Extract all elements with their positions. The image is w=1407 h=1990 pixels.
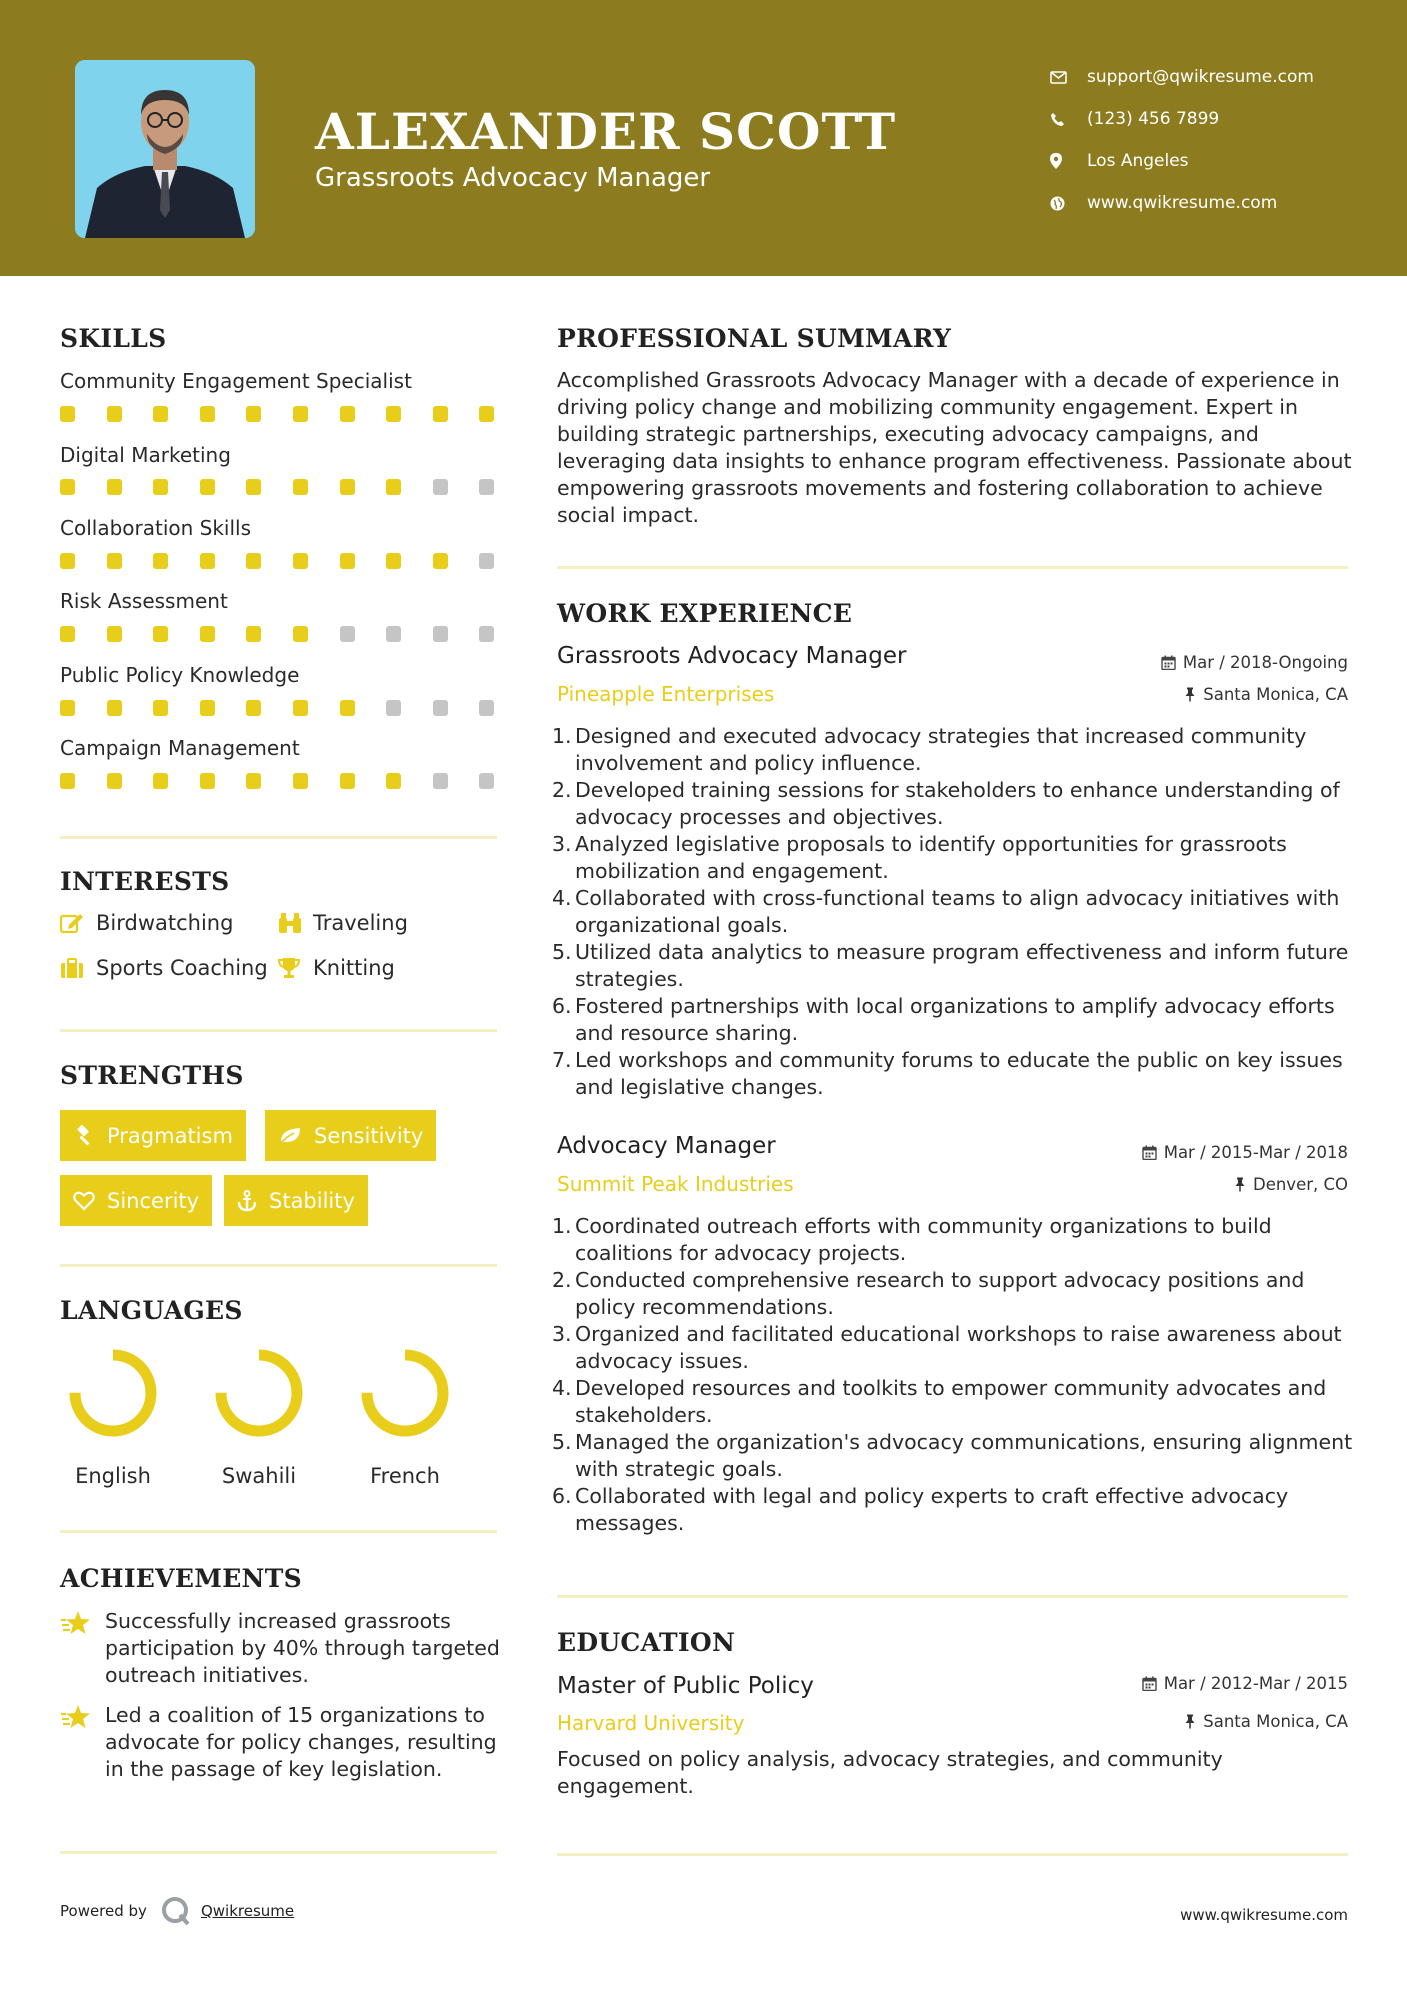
interest-item xyxy=(277,911,408,935)
rating-dot-filled xyxy=(246,479,261,495)
bullet-number: 6. xyxy=(552,994,572,1018)
job-bullet xyxy=(552,939,1362,993)
education-description: Focused on policy analysis, advocacy strategies, and community engagement. xyxy=(557,1747,1223,1798)
company-name: Summit Peak Industries xyxy=(557,1172,794,1196)
contact-website-text: www.qwikresume.com xyxy=(1087,193,1278,213)
rating-dot-filled xyxy=(107,626,122,642)
rating-dot-empty xyxy=(479,773,494,789)
envelope-icon xyxy=(1050,71,1087,84)
rating-dot-filled xyxy=(107,479,122,495)
job-bullet xyxy=(552,1267,1362,1321)
bullet-text: Designed and executed advocacy strategies that increased community involvement and policy influence. xyxy=(575,724,1307,775)
bullet-text: Conducted comprehensive research to support advocacy positions and policy recommendations. xyxy=(575,1268,1305,1319)
strength-tag xyxy=(265,1110,436,1161)
phone-icon xyxy=(1050,112,1087,127)
rating-dot-filled xyxy=(246,406,261,422)
language-gauge xyxy=(214,1348,304,1438)
section-divider xyxy=(60,1851,497,1854)
rating-dot-filled xyxy=(200,406,215,422)
education-location-text: Santa Monica, CA xyxy=(1203,1712,1348,1731)
skill-name: Campaign Management xyxy=(60,736,300,760)
bullet-text: Utilized data analytics to measure program effectiveness and inform future strategies. xyxy=(575,940,1349,991)
bullet-text: Collaborated with cross-functional teams to align advocacy initiatives with organizational goals. xyxy=(575,886,1340,937)
bullet-text: Fostered partnerships with local organizations to amplify advocacy efforts and resource sharing. xyxy=(575,994,1335,1045)
section-divider xyxy=(557,1853,1348,1856)
rating-dot-empty xyxy=(479,626,494,642)
experience-heading: WORK EXPERIENCE xyxy=(557,599,853,628)
rating-dot-filled xyxy=(200,773,215,789)
strength-tag xyxy=(60,1110,246,1161)
bullet-text: Developed training sessions for stakeholders to enhance understanding of advocacy processes and objectives. xyxy=(575,778,1340,829)
rating-dot-filled xyxy=(386,406,401,422)
rating-dot-empty xyxy=(479,700,494,716)
rating-dot-empty xyxy=(433,773,448,789)
rating-dot-filled xyxy=(200,479,215,495)
heart-icon xyxy=(73,1191,95,1211)
rating-dot-filled xyxy=(153,553,168,569)
bullet-number: 4. xyxy=(552,1376,572,1400)
skill-name: Digital Marketing xyxy=(60,443,231,467)
bullet-text: Coordinated outreach efforts with community organizations to build coalitions for advocacy projects. xyxy=(575,1214,1272,1265)
job-dates-text: Mar / 2018-Ongoing xyxy=(1182,653,1348,672)
rating-dot-filled xyxy=(340,553,355,569)
job-bullets xyxy=(552,723,1362,1101)
skill-rating xyxy=(60,626,526,642)
rating-dot-filled xyxy=(60,553,75,569)
skill-name: Public Policy Knowledge xyxy=(60,663,300,687)
footer-website[interactable]: www.qwikresume.com xyxy=(1180,1906,1348,1924)
language-name: Swahili xyxy=(221,1464,297,1488)
star-icon xyxy=(60,1702,105,1783)
contact-location-text: Los Angeles xyxy=(1087,151,1189,171)
pencil-square-icon xyxy=(60,912,96,934)
qwikresume-link[interactable]: Qwikresume xyxy=(200,1902,295,1920)
rating-dot-empty xyxy=(340,626,355,642)
candidate-title: Grassroots Advocacy Manager xyxy=(315,163,711,193)
briefcase-icon xyxy=(60,958,96,979)
trophy-icon xyxy=(277,957,313,979)
rating-dot-filled xyxy=(107,553,122,569)
skill-rating xyxy=(60,700,526,716)
language-name: English xyxy=(75,1464,151,1488)
languages-heading: LANGUAGES xyxy=(60,1296,243,1325)
rating-dot-filled xyxy=(246,773,261,789)
strength-tag xyxy=(224,1175,368,1226)
language-gauge xyxy=(360,1348,450,1438)
calendar-icon xyxy=(1161,655,1176,670)
interest-item xyxy=(60,956,268,980)
achievement-item xyxy=(60,1608,500,1689)
language-item xyxy=(350,1348,460,1488)
leaf-icon xyxy=(278,1126,302,1146)
contact-phone-text: (123) 456 7899 xyxy=(1087,109,1220,129)
rating-dot-filled xyxy=(246,553,261,569)
rating-dot-filled xyxy=(246,700,261,716)
job-bullet xyxy=(552,1483,1362,1537)
rating-dot-filled xyxy=(293,553,308,569)
rating-dot-empty xyxy=(433,479,448,495)
contact-phone[interactable] xyxy=(1050,98,1314,140)
degree-title: Master of Public Policy xyxy=(557,1673,814,1699)
interest-label: Knitting xyxy=(313,956,395,980)
rating-dot-filled xyxy=(340,479,355,495)
section-divider xyxy=(557,566,1348,569)
job-title: Grassroots Advocacy Manager xyxy=(557,643,907,669)
job-bullet xyxy=(552,993,1362,1047)
section-divider xyxy=(557,1595,1348,1598)
job-location-text: Denver, CO xyxy=(1252,1175,1348,1194)
strength-tag xyxy=(60,1175,212,1226)
rating-dot-filled xyxy=(60,479,75,495)
bullet-text: Led workshops and community forums to educate the public on key issues and legislative changes. xyxy=(575,1048,1343,1099)
education-location xyxy=(1184,1712,1348,1731)
strength-label: Stability xyxy=(269,1188,355,1213)
section-divider xyxy=(60,1530,497,1533)
anchor-icon xyxy=(237,1190,257,1212)
job-bullet xyxy=(552,1321,1362,1375)
language-item xyxy=(204,1348,314,1488)
job-location xyxy=(1184,685,1348,704)
interest-label: Sports Coaching xyxy=(96,956,268,980)
profile-photo xyxy=(75,60,255,238)
rating-dot-filled xyxy=(153,479,168,495)
company-name: Pineapple Enterprises xyxy=(557,682,775,706)
rating-dot-empty xyxy=(479,479,494,495)
language-gauge xyxy=(68,1348,158,1438)
rating-dot-filled xyxy=(293,626,308,642)
education-heading: EDUCATION xyxy=(557,1628,736,1657)
achievement-text: Led a coalition of 15 organizations to advocate for policy changes, resulting in the passage of key legislation. xyxy=(105,1703,497,1781)
school-name: Harvard University xyxy=(557,1711,745,1735)
rating-dot-filled xyxy=(386,773,401,789)
binoculars-icon xyxy=(277,912,313,934)
rating-dot-filled xyxy=(293,406,308,422)
bullet-text: Organized and facilitated educational workshops to raise awareness about advocacy issues. xyxy=(575,1322,1342,1373)
achievements-heading: ACHIEVEMENTS xyxy=(60,1564,302,1593)
bullet-text: Managed the organization's advocacy communications, ensuring alignment with strategic goals. xyxy=(575,1430,1353,1481)
rating-dot-filled xyxy=(246,626,261,642)
skill-rating xyxy=(60,406,526,422)
star-icon xyxy=(60,1608,105,1689)
summary-heading: PROFESSIONAL SUMMARY xyxy=(557,324,952,353)
pushpin-icon xyxy=(1234,1177,1246,1192)
pushpin-icon xyxy=(1184,687,1196,702)
section-divider xyxy=(60,1029,497,1032)
rating-dot-filled xyxy=(200,626,215,642)
skill-rating xyxy=(60,773,526,789)
section-divider xyxy=(60,1264,497,1267)
rating-dot-filled xyxy=(293,700,308,716)
job-bullet xyxy=(552,723,1362,777)
rating-dot-filled xyxy=(293,773,308,789)
contact-location xyxy=(1050,140,1314,182)
job-bullet xyxy=(552,885,1362,939)
job-title: Advocacy Manager xyxy=(557,1133,776,1159)
skill-rating xyxy=(60,479,526,495)
strength-label: Sincerity xyxy=(107,1188,200,1213)
skill-name: Collaboration Skills xyxy=(60,516,252,540)
interest-item xyxy=(60,911,233,935)
bullet-text: Collaborated with legal and policy experts to craft effective advocacy messages. xyxy=(575,1484,1289,1535)
rating-dot-filled xyxy=(340,406,355,422)
rating-dot-empty xyxy=(386,700,401,716)
job-bullet xyxy=(552,1375,1362,1429)
strength-label: Sensitivity xyxy=(314,1123,424,1148)
rating-dot-filled xyxy=(433,406,448,422)
contact-list xyxy=(1050,56,1314,224)
section-divider xyxy=(60,836,497,839)
interest-item xyxy=(277,956,395,980)
rating-dot-filled xyxy=(293,479,308,495)
rating-dot-filled xyxy=(479,406,494,422)
job-dates xyxy=(1142,1143,1348,1162)
rating-dot-filled xyxy=(60,700,75,716)
rating-dot-filled xyxy=(340,700,355,716)
contact-email-text: support@qwikresume.com xyxy=(1087,67,1314,87)
bullet-number: 5. xyxy=(552,1430,572,1454)
job-bullets xyxy=(552,1213,1362,1537)
footer-powered-by xyxy=(60,1896,294,1926)
rating-dot-filled xyxy=(200,553,215,569)
bullet-text: Developed resources and toolkits to empower community advocates and stakeholders. xyxy=(575,1376,1327,1427)
skills-heading: SKILLS xyxy=(60,324,167,353)
bullet-number: 3. xyxy=(552,1322,572,1346)
summary-text: Accomplished Grassroots Advocacy Manager with a decade of experience in driving policy change and mobilizing community engagement. Expert in building strategic partnerships, executing advocacy campaigns, and leveraging data insights to enhance program effectiveness. Passionate about empowering grassroots movements and fostering collaboration to achieve social impact. xyxy=(557,368,1352,527)
job-dates xyxy=(1161,653,1348,672)
powered-by-text: Powered by xyxy=(60,1902,147,1920)
bullet-number: 6. xyxy=(552,1484,572,1508)
skill-name: Community Engagement Specialist xyxy=(60,369,412,393)
rating-dot-empty xyxy=(386,626,401,642)
rating-dot-filled xyxy=(107,406,122,422)
job-bullet xyxy=(552,1429,1362,1483)
rating-dot-filled xyxy=(153,626,168,642)
bullet-number: 4. xyxy=(552,886,572,910)
calendar-icon xyxy=(1142,1145,1157,1160)
interests-heading: INTERESTS xyxy=(60,867,230,896)
job-bullet xyxy=(552,1213,1362,1267)
rating-dot-filled xyxy=(60,626,75,642)
rating-dot-filled xyxy=(386,479,401,495)
language-name: French xyxy=(370,1464,440,1488)
rating-dot-filled xyxy=(60,773,75,789)
rating-dot-filled xyxy=(107,700,122,716)
education-dates-text: Mar / 2012-Mar / 2015 xyxy=(1163,1674,1348,1693)
contact-email[interactable] xyxy=(1050,56,1314,98)
job-bullet xyxy=(552,1047,1362,1101)
job-bullet xyxy=(552,831,1362,885)
map-pin-icon xyxy=(1050,153,1087,169)
achievement-text: Successfully increased grassroots participation by 40% through targeted outreach initiatives. xyxy=(105,1609,500,1687)
strength-label: Pragmatism xyxy=(107,1123,233,1148)
achievement-item xyxy=(60,1702,500,1783)
bullet-number: 1. xyxy=(552,724,572,748)
candidate-name: ALEXANDER SCOTT xyxy=(315,102,897,161)
rating-dot-filled xyxy=(433,553,448,569)
qwikresume-logo-icon xyxy=(161,1896,191,1926)
resume-header xyxy=(0,0,1407,276)
job-location xyxy=(1234,1175,1348,1194)
education-dates xyxy=(1142,1674,1348,1693)
rating-dot-empty xyxy=(433,700,448,716)
interest-label: Traveling xyxy=(313,911,408,935)
rating-dot-filled xyxy=(153,773,168,789)
globe-icon xyxy=(1050,196,1087,211)
bullet-number: 7. xyxy=(552,1048,572,1072)
language-item xyxy=(58,1348,168,1488)
job-dates-text: Mar / 2015-Mar / 2018 xyxy=(1163,1143,1348,1162)
skill-name: Risk Assessment xyxy=(60,589,228,613)
job-location-text: Santa Monica, CA xyxy=(1203,685,1348,704)
rating-dot-filled xyxy=(386,553,401,569)
calendar-icon xyxy=(1142,1676,1157,1691)
rating-dot-empty xyxy=(433,626,448,642)
strengths-heading: STRENGTHS xyxy=(60,1061,244,1090)
skill-rating xyxy=(60,553,526,569)
rating-dot-filled xyxy=(107,773,122,789)
contact-website[interactable] xyxy=(1050,182,1314,224)
bullet-text: Analyzed legislative proposals to identify opportunities for grassroots mobilization and engagement. xyxy=(575,832,1287,883)
bullet-number: 2. xyxy=(552,778,572,802)
rating-dot-filled xyxy=(153,700,168,716)
bullet-number: 1. xyxy=(552,1214,572,1238)
bullet-number: 3. xyxy=(552,832,572,856)
rating-dot-empty xyxy=(479,553,494,569)
gavel-icon xyxy=(73,1125,95,1147)
bullet-number: 2. xyxy=(552,1268,572,1292)
bullet-number: 5. xyxy=(552,940,572,964)
interest-label: Birdwatching xyxy=(96,911,234,935)
rating-dot-filled xyxy=(60,406,75,422)
rating-dot-filled xyxy=(340,773,355,789)
rating-dot-filled xyxy=(153,406,168,422)
job-bullet xyxy=(552,777,1362,831)
rating-dot-filled xyxy=(200,700,215,716)
pushpin-icon xyxy=(1184,1714,1196,1729)
